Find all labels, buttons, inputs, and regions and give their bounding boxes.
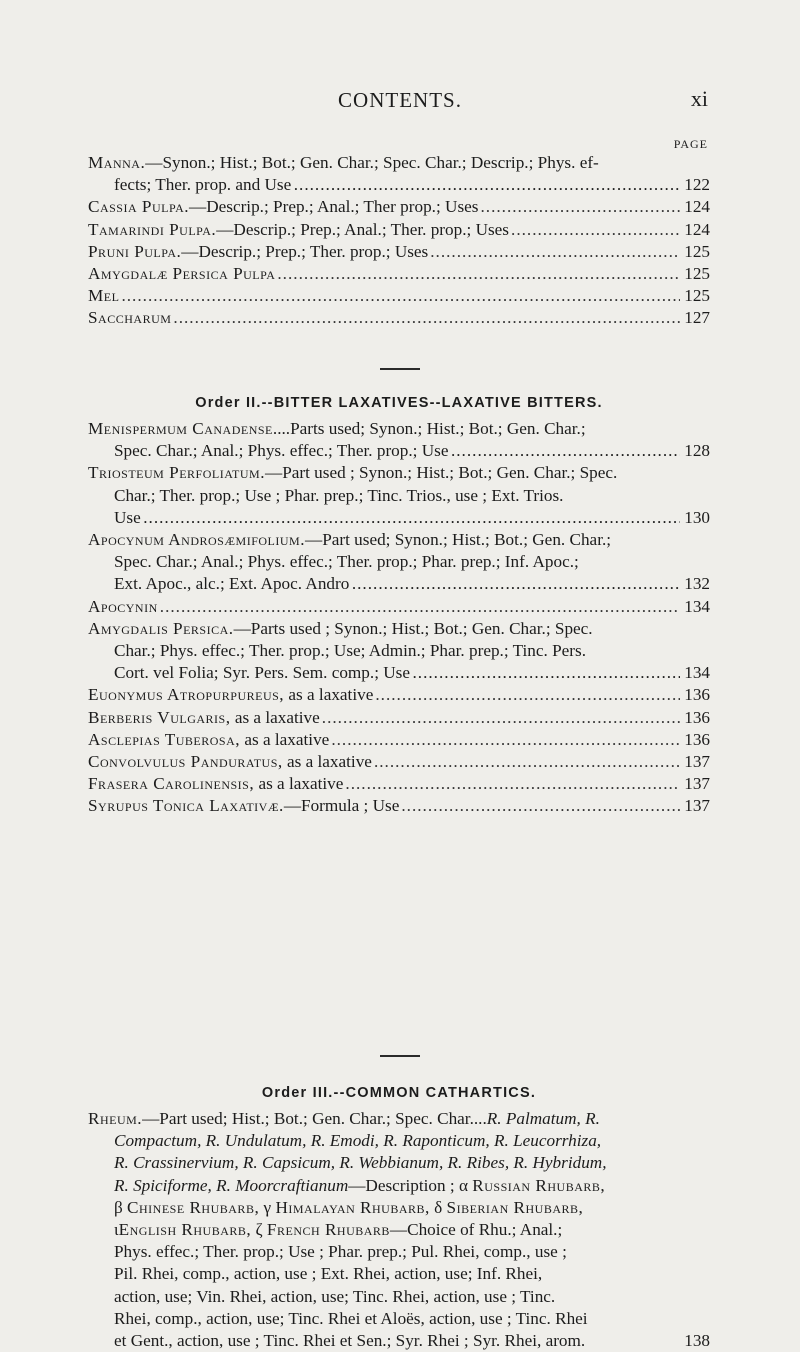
entry-page: 136 (684, 707, 710, 727)
entry-text: —Description ; (348, 1175, 459, 1195)
toc-entry[interactable] (88, 707, 710, 729)
greek-letter: β (114, 1197, 123, 1217)
entry-title: Saccharum (88, 308, 172, 328)
toc-entry[interactable] (88, 729, 710, 751)
entry-text: Ext. Apoc., alc.; Ext. Apoc. Andro (114, 574, 350, 594)
toc-entry[interactable] (88, 196, 710, 218)
entry-title: Pruni Pulpa. (88, 241, 182, 261)
entry-title: Amygdalis Persica. (88, 618, 234, 638)
greek-letter: δ (434, 1197, 443, 1217)
toc-entry[interactable] (88, 618, 710, 685)
entry-title: Convolvulus Panduratus, (88, 752, 283, 772)
toc-entry[interactable] (88, 418, 710, 462)
leader-dots (511, 219, 680, 241)
page-number: xi (690, 86, 708, 111)
entry-page: 136 (684, 685, 710, 705)
rhubarb-variety: Chinese Rhubarb, (127, 1197, 260, 1217)
entry-species: R. Crassinervium, R. Capsicum, R. Webbianum, R. Ribes, R. Hybridum, (114, 1153, 607, 1173)
entry-text: Spec. Char.; Anal.; Phys. effec.; Ther. prop.; Phar. prep.; Inf. Apoc.; (114, 552, 579, 572)
toc-entry-rheum[interactable] (88, 1108, 710, 1352)
toc-entry[interactable] (88, 751, 710, 773)
entry-text: as a laxative (240, 729, 330, 749)
rhubarb-variety: Himalayan Rhubarb, (275, 1197, 430, 1217)
order-heading: Order II.--BITTER LAXATIVES--LAXATIVE BITTERS. (195, 395, 603, 411)
entry-page: 137 (684, 752, 710, 772)
leader-dots (173, 307, 680, 329)
entry-title: Tamarindi Pulpa. (88, 219, 217, 239)
leader-dots (293, 174, 680, 196)
entry-text: Char.; Phys. effec.; Ther. prop.; Use; Admin.; Phar. prep.; Tinc. Pers. (114, 641, 586, 661)
leader-dots (401, 795, 680, 817)
entry-text: —Descrip.; Prep.; Ther. prop.; Uses (181, 241, 429, 261)
rhubarb-variety: Russian Rhubarb, (472, 1175, 606, 1195)
section-common-cathartics (88, 1108, 710, 1352)
leader-dots (374, 751, 680, 773)
leader-dots (375, 684, 680, 706)
leader-dots (351, 573, 680, 595)
toc-entry[interactable] (88, 684, 710, 706)
leader-dots (277, 263, 680, 285)
entry-page: 125 (684, 264, 710, 284)
entry-species: Compactum, R. Undulatum, R. Emodi, R. Raponticum, R. Leucorrhiza, (114, 1131, 602, 1151)
entry-title: Rheum. (88, 1109, 143, 1128)
entry-text: —Part used; Hist.; Bot.; Gen. Char.; Spec. Char.... (142, 1109, 487, 1128)
entry-title: Amygdalæ Persica Pulpa (88, 264, 276, 284)
entry-text: —Part used ; Synon.; Hist.; Bot.; Gen. Char.; Spec. (265, 463, 618, 483)
leader-dots (412, 662, 680, 684)
entry-page: 122 (684, 175, 710, 195)
leader-dots (480, 196, 680, 218)
toc-entry[interactable] (88, 285, 710, 307)
entry-title: Menispermum Canadense (88, 419, 273, 438)
section-divider (380, 368, 420, 370)
greek-letter: α (458, 1175, 468, 1195)
entry-page: 136 (684, 729, 710, 749)
toc-entry[interactable] (88, 241, 710, 263)
toc-entry[interactable] (88, 263, 710, 285)
entry-text: as a laxative (282, 752, 372, 772)
entry-text: as a laxative (230, 707, 320, 727)
entry-text: Char.; Ther. prop.; Use ; Phar. prep.; Tinc. Trios., use ; Ext. Trios. (114, 485, 564, 505)
entry-title: Syrupus Tonica Laxativæ. (88, 796, 284, 816)
section-bitter-laxatives (88, 418, 710, 818)
entry-text: —Parts used ; Synon.; Hist.; Bot.; Gen. Char.; Spec. (233, 618, 593, 638)
entry-title: Apocynin (88, 596, 158, 616)
leader-dots (322, 707, 680, 729)
entry-page: 128 (684, 441, 710, 461)
entry-text: —Descrip.; Prep.; Anal.; Ther prop.; Uses (189, 197, 479, 217)
entry-page: 134 (684, 596, 710, 616)
entry-text: ....Parts used; Synon.; Hist.; Bot.; Gen. Char.; (272, 419, 586, 438)
entry-species: R. Palmatum, R. (486, 1109, 600, 1128)
leader-dots (121, 285, 680, 307)
entry-text: —Formula ; Use (283, 796, 400, 816)
entry-title: Triosteum Perfoliatum. (88, 463, 265, 483)
section-divider (380, 1055, 420, 1057)
entry-page: 124 (684, 219, 710, 239)
toc-entry[interactable] (88, 152, 710, 196)
entry-text: —Part used; Synon.; Hist.; Bot.; Gen. Char.; (305, 530, 612, 550)
toc-entry[interactable] (88, 773, 710, 795)
entry-text: fects; Ther. prop. and Use (114, 175, 292, 195)
page-title: CONTENTS. (338, 88, 462, 112)
entry-title: Asclepias Tuberosa, (88, 729, 241, 749)
entry-text: as a laxative (254, 774, 344, 794)
entry-page: 134 (684, 663, 710, 683)
leader-dots (143, 507, 680, 529)
entry-page: 127 (684, 308, 710, 328)
greek-letter: ι (114, 1220, 119, 1240)
entry-page: 124 (684, 197, 710, 217)
entry-title: Mel (88, 286, 120, 306)
entry-page: 137 (684, 774, 710, 794)
entry-text: Spec. Char.; Anal.; Phys. effec.; Ther. prop.; Use (114, 441, 449, 461)
entry-title: Frasera Carolinensis, (88, 774, 255, 794)
toc-entry[interactable] (88, 596, 710, 618)
toc-entry[interactable] (88, 795, 710, 817)
entry-title: Manna. (88, 153, 146, 172)
entry-text: Use (114, 507, 141, 527)
entry-text: —Choice of Rhu.; Anal.; (389, 1220, 563, 1240)
toc-entry[interactable] (88, 529, 710, 596)
leader-dots (430, 241, 680, 263)
entry-text: action, use; Vin. Rhei, action, use; Tinc. Rhei, action, use ; Tinc. (114, 1286, 556, 1306)
toc-entry[interactable] (88, 219, 710, 241)
entry-title: Euonymus Atropurpureus, (88, 685, 285, 705)
entry-text: Rhei, comp., action, use; Tinc. Rhei et Aloës, action, use ; Tinc. Rhei (114, 1308, 588, 1328)
entry-page: 138 (684, 1331, 710, 1351)
leader-dots (450, 440, 680, 462)
running-head (0, 86, 800, 116)
entry-species: R. Spiciforme, R. Moorcraftianum (114, 1175, 349, 1195)
entry-text: —Synon.; Hist.; Bot.; Gen. Char.; Spec. Char.; Descrip.; Phys. ef- (145, 153, 599, 172)
entry-text: Pil. Rhei, comp., action, use ; Ext. Rhei, action, use; Inf. Rhei, (114, 1264, 543, 1284)
page-column-label: PAGE (673, 137, 708, 151)
entry-page: 137 (684, 796, 710, 816)
entry-page: 132 (684, 574, 710, 594)
entry-text: —Descrip.; Prep.; Anal.; Ther. prop.; Uses (216, 219, 510, 239)
entry-title: Cassia Pulpa. (88, 197, 190, 217)
entry-text: as a laxative (284, 685, 374, 705)
entry-title: Apocynum Androsæmifolium. (88, 530, 305, 550)
toc-entry[interactable] (88, 307, 710, 329)
entry-text: et Gent., action, use ; Tinc. Rhei et Sen.; Syr. Rhei ; Syr. Rhei, arom. (114, 1331, 586, 1351)
leader-dots (331, 729, 680, 751)
entry-page: 125 (684, 286, 710, 306)
order-heading: Order III.--COMMON CATHARTICS. (261, 1085, 537, 1101)
entry-page: 130 (684, 507, 710, 527)
toc-entry[interactable] (88, 462, 710, 529)
entry-text: Phys. effec.; Ther. prop.; Use ; Phar. prep.; Pul. Rhei, comp., use ; (114, 1242, 567, 1262)
rhubarb-variety: Siberian Rhubarb, (446, 1197, 584, 1217)
entry-title: Berberis Vulgaris, (88, 707, 231, 727)
greek-letter: ζ (255, 1220, 263, 1240)
greek-letter: γ (263, 1197, 272, 1217)
leader-dots (160, 596, 680, 618)
rhubarb-variety: English Rhubarb, (118, 1220, 252, 1240)
rhubarb-variety: French Rhubarb (266, 1220, 390, 1240)
entry-page: 125 (684, 241, 710, 261)
entry-text: Cort. vel Folia; Syr. Pers. Sem. comp.; Use (114, 663, 410, 683)
section-laxative-pulps (88, 152, 710, 330)
leader-dots (345, 773, 680, 795)
